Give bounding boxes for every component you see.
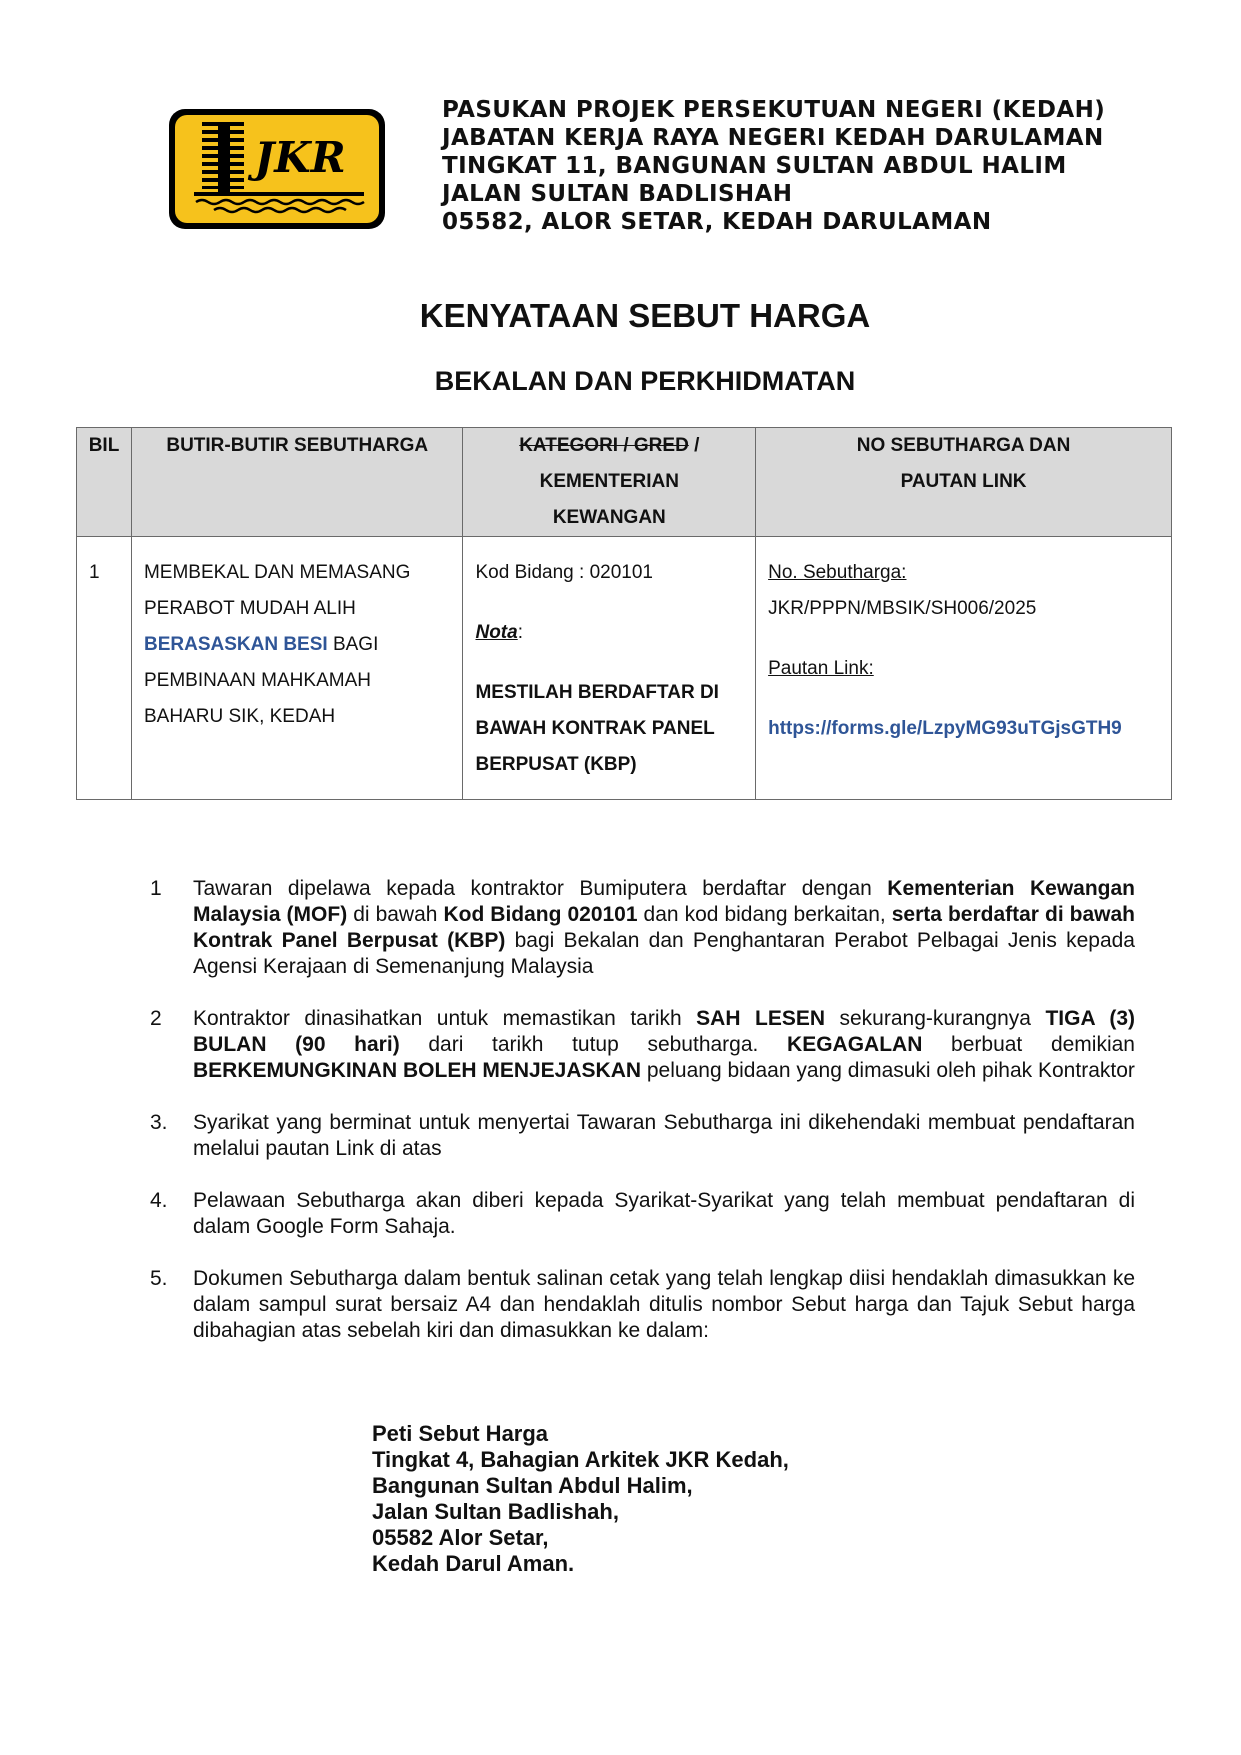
letterhead-line: 05582, ALOR SETAR, KEDAH DARULAMAN [442,209,992,235]
logo-text: JKR [254,133,346,182]
kod-bidang: Kod Bidang : 020101 [475,562,653,583]
no-sebutharga-value: JKR/PPPN/MBSIK/SH006/2025 [768,598,1037,619]
address-line: Peti Sebut Harga [372,1421,549,1446]
address-line: Bangunan Sultan Abdul Halim, [372,1473,693,1498]
document-subtitle: BEKALAN DAN PERKHIDMATAN [434,366,856,396]
list-item: 4. Pelawaan Sebutharga akan diberi kepada Syarikat-Syarikat yang telah membuat pendaftaran di dalam Google Form Sahaja. [150,1189,1135,1238]
nota-label: Nota [475,622,518,643]
address-line: 05582 Alor Setar, [372,1525,549,1550]
header-butir: BUTIR-BUTIR SEBUTHARGA [131,428,463,537]
cell-no-sebutharga [756,537,1172,800]
header-kategori-struck: KATEGORI / GRED [519,435,689,456]
table-row [77,537,1172,800]
list-item: 5. Dokumen Sebutharga dalam bentuk salinan cetak yang telah lengkap diisi hendaklah dimasukkan ke dalam sampul surat bersaiz A4 dan hendaklah ditulis nombor Sebut harga dan Tajuk Sebut harga dibahagian atas sebelah kiri dan dimasukkan ke dalam: [150,1267,1135,1342]
notes-list [150,876,1135,1370]
highlight-text: BERASASKAN BESI [143,634,328,655]
registration-link[interactable]: https://forms.gle/LzpyMG93uTGjsGTH9 [768,718,1122,739]
letterhead [442,96,1105,236]
letterhead-line: TINGKAT 11, BANGUNAN SULTAN ABDUL HALIM [442,153,1067,179]
no-sebutharga-label: No. Sebutharga: [768,562,907,583]
letterhead-line: PASUKAN PROJEK PERSEKUTUAN NEGERI (KEDAH) [442,97,1106,123]
cell-kategori: Kod Bidang : 020101 Nota: MESTILAH BERDAFTAR DI BAWAH KONTRAK PANEL BERPUSAT (KBP) [463,537,756,800]
jkr-logo [166,106,388,232]
address-line: Kedah Darul Aman. [372,1551,575,1576]
pautan-link-label: Pautan Link: [768,658,874,679]
cell-butir: MEMBEKAL DAN MEMASANG PERABOT MUDAH ALIH BERASASKAN BESI BAGI PEMBINAAN MAHKAMAH BAHARU SIK, KEDAH [131,537,463,800]
letterhead-line: JALAN SULTAN BADLISHAH [442,181,793,207]
list-item: 2 Kontraktor dinasihatkan untuk memastikan tarikh SAH LESEN sekurang-kurangnya TIGA (3) BULAN (90 hari) dari tarikh tutup sebutharga. KEGAGALAN berbuat demikian BERKEMUNGKINAN BOLEH MENJEJASKAN peluang bidaan yang dimasuki oleh pihak Kontraktor [150,1007,1135,1082]
address-line: Jalan Sultan Badlishah, [372,1499,619,1524]
list-item: 1 Tawaran dipelawa kepada kontraktor Bumiputera berdaftar dengan Kementerian Kewangan Malaysia (MOF) di bawah Kod Bidang 020101 dan kod bidang berkaitan, serta berdaftar di bawah Kontrak Panel Berpusat (KBP) bagi Bekalan dan Penghantaran Perabot Pelbagai Jenis kepada Agensi Kerajaan di Semenanjung Malaysia [150,877,1135,978]
list-item: 3. Syarikat yang berminat untuk menyertai Tawaran Sebutharga ini dikehendaki membuat pendaftaran melalui pautan Link di atas [150,1111,1135,1160]
address-line: Tingkat 4, Bahagian Arkitek JKR Kedah, [372,1447,789,1472]
cell-bil: 1 [77,537,132,800]
header-bil: BIL [77,428,132,537]
submission-address [372,1421,789,1577]
header-kategori: KATEGORI / GRED / KEMENTERIAN KEWANGAN [463,428,756,537]
document-title: KENYATAAN SEBUT HARGA [419,297,871,334]
letterhead-line: JABATAN KERJA RAYA NEGERI KEDAH DARULAMAN [442,125,1104,151]
quotation-table [76,427,1172,800]
header-no-sebutharga: NO SEBUTHARGA DAN PAUTAN LINK [756,428,1172,537]
table-header-row [77,428,1172,537]
